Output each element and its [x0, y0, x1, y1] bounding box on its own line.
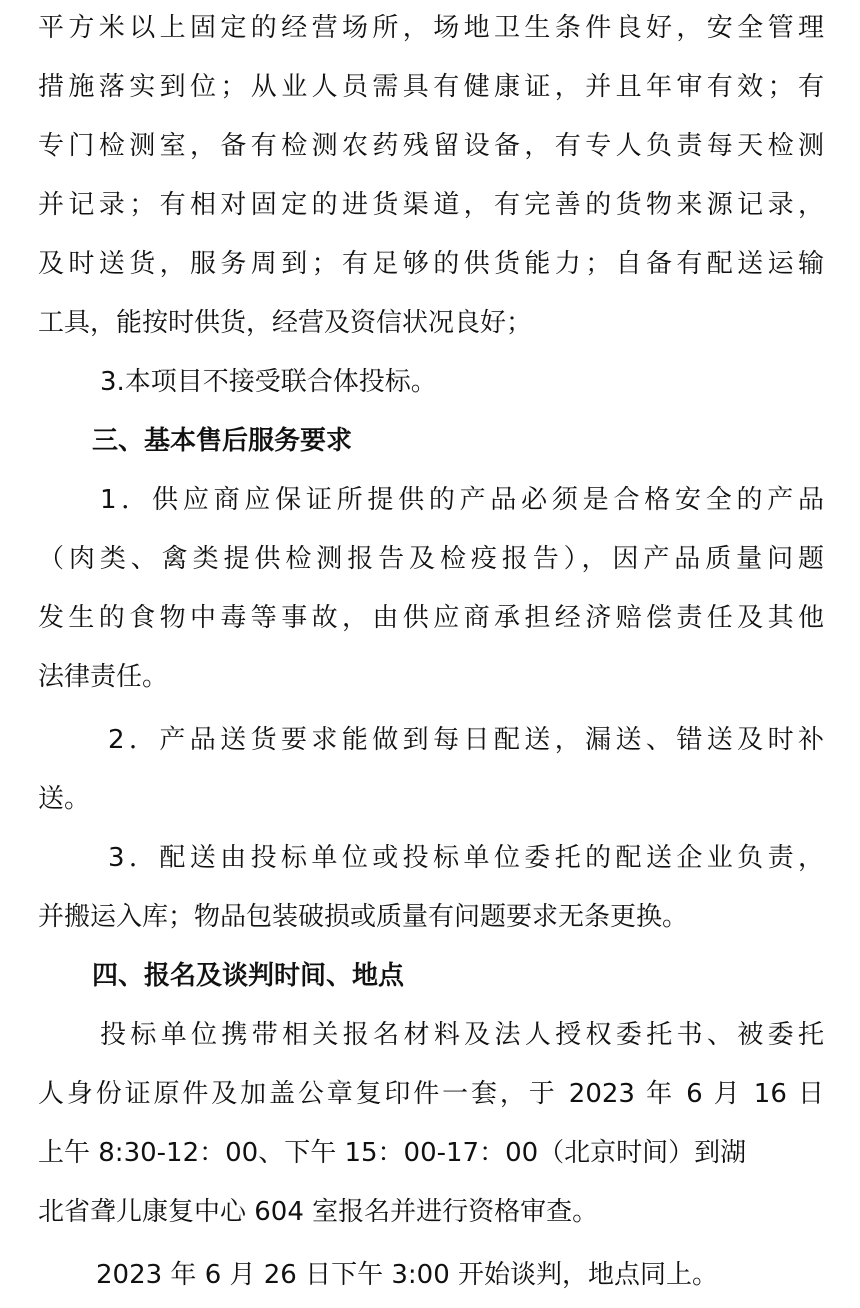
service-item-3-line-1: 3．配送由投标单位或投标单位委托的配送企业负责，	[108, 843, 824, 873]
service-item-1-line-2: （肉类、禽类提供检测报告及检疫报告），因产品质量问题	[38, 544, 824, 574]
service-item-2-line-2: 送。	[38, 784, 91, 814]
service-item-3-line-2: 并搬运入库；物品包装破损或质量有问题要求无条更换。	[38, 902, 689, 932]
body-line-2: 措施落实到位；从业人员需具有健康证，并且年审有效；有	[38, 72, 824, 102]
body-line-4: 并记录；有相对固定的进货渠道，有完善的货物来源记录，	[38, 190, 824, 220]
registration-line-3: 上午 8:30-12：00、下午 15：00-17：00（北京时间）到湖	[38, 1138, 747, 1168]
service-item-1-line-4: 法律责任。	[38, 662, 169, 692]
service-item-1-line-1: 1．供应商应保证所提供的产品必须是合格安全的产品	[100, 485, 824, 515]
section-heading-3: 三、基本售后服务要求	[92, 426, 353, 456]
body-line-5: 及时送货，服务周到；有足够的供货能力；自备有配送运输	[38, 249, 824, 279]
body-line-3: 专门检测室，备有检测农药残留设备，有专人负责每天检测	[38, 131, 824, 161]
service-item-1-line-3: 发生的食物中毒等事故，由供应商承担经济赔偿责任及其他	[38, 603, 824, 633]
body-line-1: 平方米以上固定的经营场所，场地卫生条件良好，安全管理	[38, 13, 824, 43]
registration-line-1: 投标单位携带相关报名材料及法人授权委托书、被委托	[100, 1020, 824, 1050]
negotiation-time-line: 2023 年 6 月 26 日下午 3:00 开始谈判，地点同上。	[96, 1260, 719, 1290]
list-item-3-no-consortium: 3.本项目不接受联合体投标。	[100, 367, 437, 397]
body-line-6: 工具，能按时供货，经营及资信状况良好；	[38, 308, 533, 338]
registration-line-2: 人身份证原件及加盖公章复印件一套，于 2023 年 6 月 16 日	[38, 1079, 824, 1109]
service-item-2-line-1: 2．产品送货要求能做到每日配送，漏送、错送及时补	[108, 725, 824, 755]
registration-line-4: 北省聋儿康复中心 604 室报名并进行资格审查。	[38, 1197, 599, 1227]
section-heading-4: 四、报名及谈判时间、地点	[92, 961, 405, 991]
